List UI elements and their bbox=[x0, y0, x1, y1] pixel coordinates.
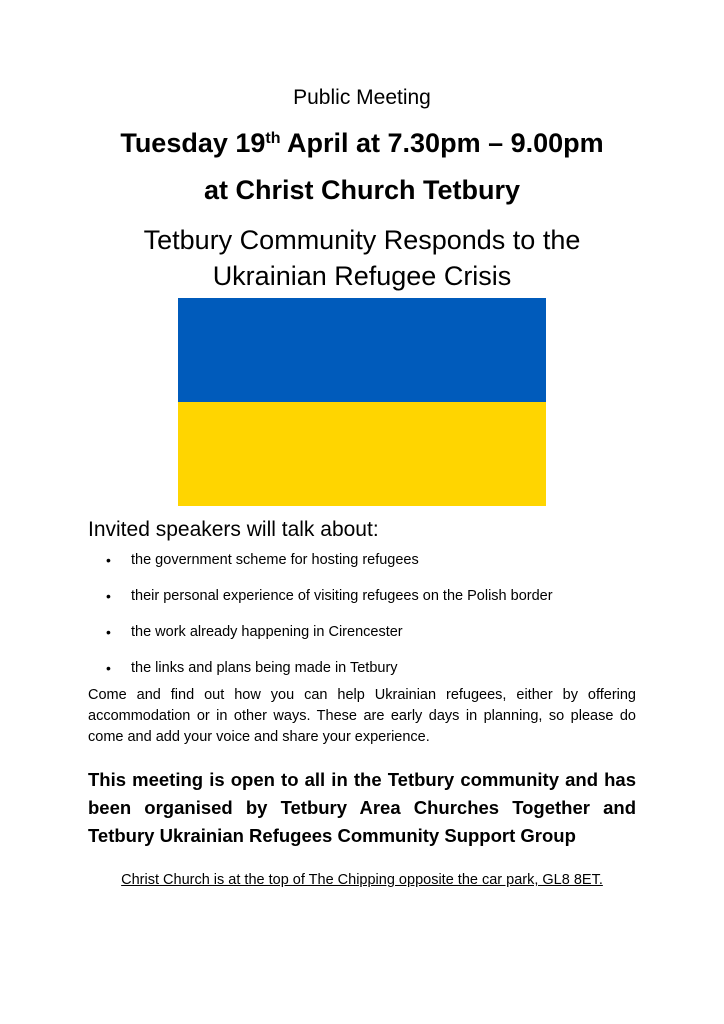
list-item-text: their personal experience of visiting refugees on the Polish border bbox=[131, 588, 553, 604]
subtitle-line-1: Tetbury Community Responds to the bbox=[143, 225, 581, 255]
organisers-paragraph: This meeting is open to all in the Tetbury community and has been organised by Tetbury Area Churches Together and Tetbury Ukrainian Refugees Community Support Group bbox=[88, 769, 636, 846]
bullet-icon: • bbox=[106, 624, 111, 640]
venue-location-note: Christ Church is at the top of The Chipping opposite the car park, GL8 8ET. bbox=[121, 872, 603, 888]
flag-blue-stripe bbox=[178, 298, 546, 402]
list-item-text: the links and plans being made in Tetbury bbox=[131, 660, 398, 676]
meeting-venue: at Christ Church Tetbury bbox=[203, 175, 521, 205]
time-text: April at 7.30pm – 9.00pm bbox=[280, 128, 604, 158]
list-item bbox=[104, 586, 553, 606]
date-ordinal-suffix: th bbox=[265, 130, 281, 147]
list-item bbox=[104, 622, 553, 642]
ukraine-flag bbox=[178, 298, 546, 506]
date-text: Tuesday 19 bbox=[120, 128, 266, 158]
list-item bbox=[104, 658, 553, 678]
meeting-date-time bbox=[0, 125, 724, 161]
bullet-icon: • bbox=[106, 552, 111, 568]
speakers-heading: Invited speakers will talk about: bbox=[88, 518, 379, 541]
pre-title: Public Meeting bbox=[293, 86, 431, 109]
subtitle-line-2: Ukrainian Refugee Crisis bbox=[212, 261, 512, 291]
meeting-subtitle bbox=[0, 222, 724, 294]
flag-yellow-stripe bbox=[178, 402, 546, 506]
list-item-text: the government scheme for hosting refugees bbox=[131, 552, 419, 568]
list-item-text: the work already happening in Cirencester bbox=[131, 624, 403, 640]
bullet-icon: • bbox=[106, 660, 111, 676]
list-item bbox=[104, 550, 553, 570]
bullet-icon: • bbox=[106, 588, 111, 604]
speaker-topics-list bbox=[104, 550, 553, 694]
invitation-paragraph: Come and find out how you can help Ukrainian refugees, either by offering accommodation or in other ways. These are early days in planning, so please do come and add your voice and share your experience. bbox=[88, 687, 636, 745]
